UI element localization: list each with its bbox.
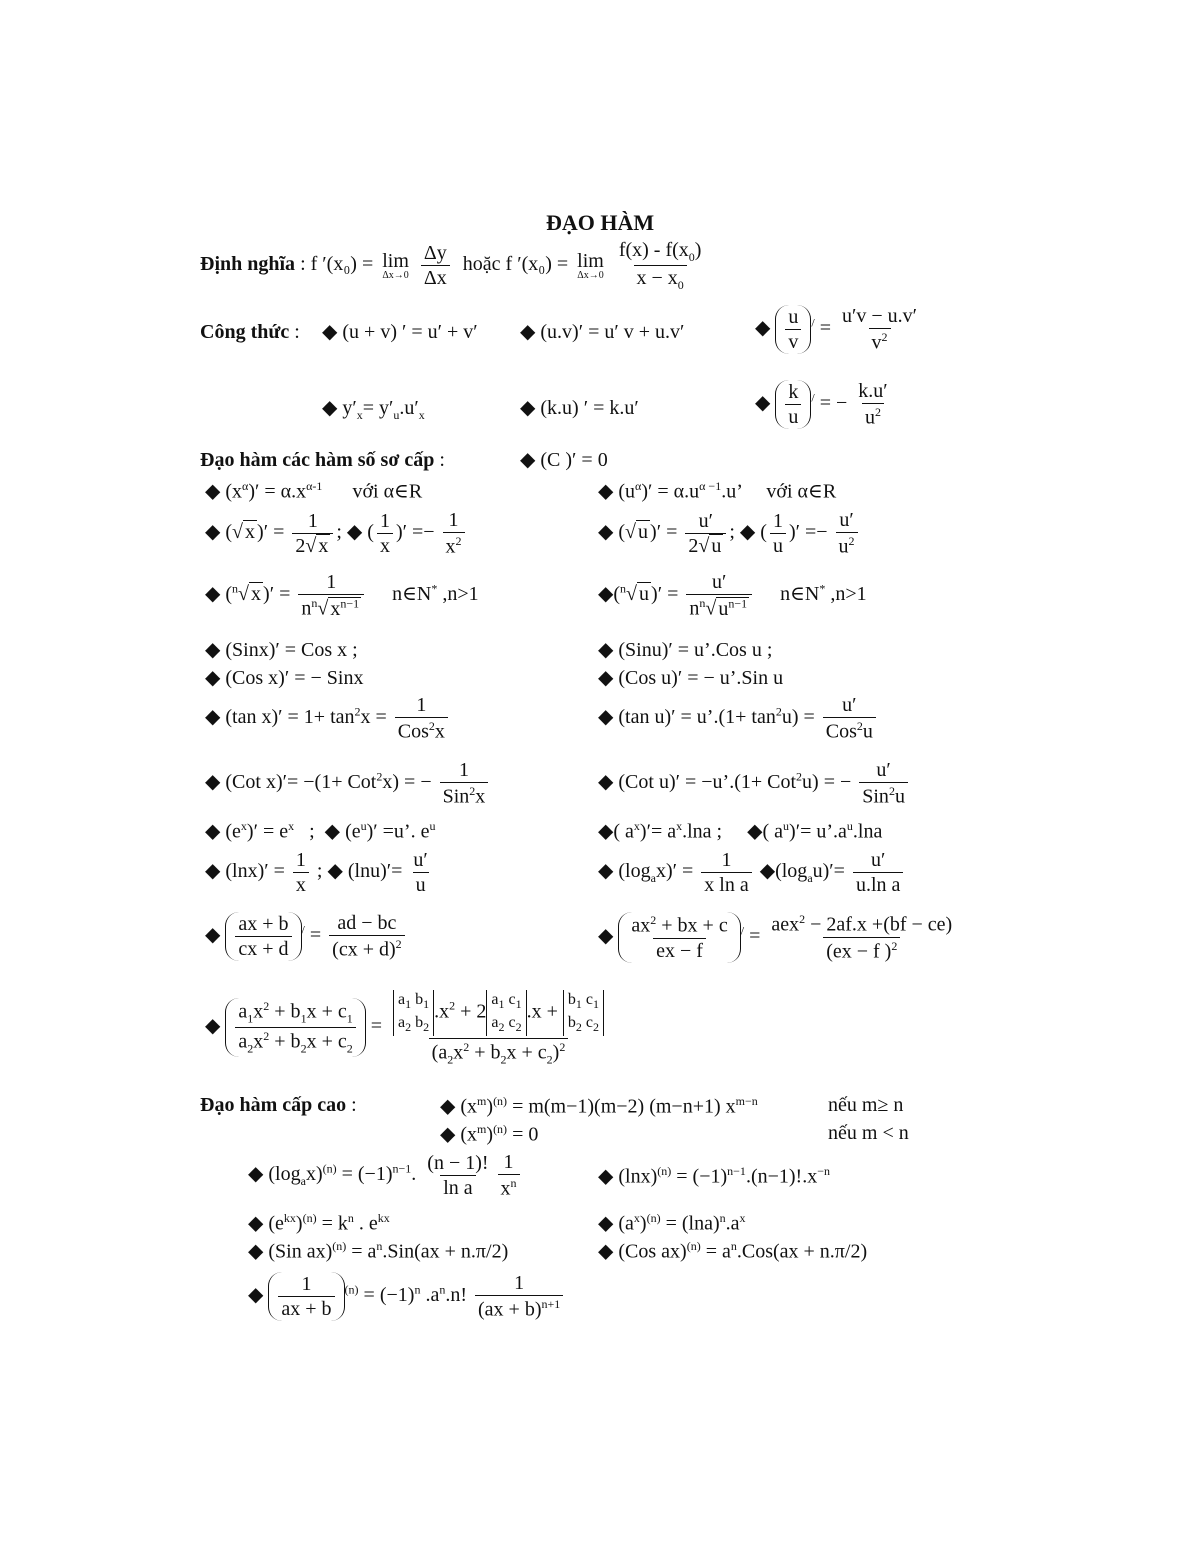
elementary-heading: Đạo hàm các hàm số sơ cấp : xyxy=(200,449,445,471)
definition-heading: Định nghĩa xyxy=(200,253,296,276)
formula-cot-u: ◆ (Cot u)′ = −u’.(1+ Cot$^2$u) = − u′ Sin$^2$u xyxy=(598,760,911,807)
formula-sqrt-u: ◆ (√ u )′ = $\frac{u'}{2√ u}$ ; ◆ ( $\frac{1}{u}$ )′ =− $\frac{u'}{u^2}$ xyxy=(598,510,861,557)
formula-cos: ◆ (Cos x)′ = − Sinx xyxy=(205,667,364,689)
higher-heading: Đạo hàm cấp cao : xyxy=(200,1094,357,1116)
page-title: ĐẠO HÀM xyxy=(546,210,655,235)
formula-ln: ◆ (lnx)′ = $\frac{1}{x}$ ; ◆ (lnu)′= $\frac{u'}{u}$ xyxy=(205,849,428,896)
definition-line: Định nghĩa : f ′(x₀) = lim Δx→0 $\frac{\Delta y}{\Delta x}$ hoặc f ′(x₀) = lim Δx→0 $\frac{f(x) - f(x_0)}{x - x_0}$ xyxy=(200,240,707,291)
formula-higher-power-zero: ◆ $(x^m)^{(n)} = 0$ xyxy=(440,1122,539,1146)
formula-product: ◆ (u.v)′ = u′ v + u.v′ xyxy=(520,321,685,343)
formula-sqrt: ◆ (√ x )′ = $\frac{1}{2√ x}$ ; ◆ ( $\frac{1}{x}$ )′ =− $\frac{1}{x^2}$ xyxy=(205,510,468,557)
formula-cot: ◆ (Cot x)′= −(1+ Cot$^2$x) = − 1 Sin$^2$x xyxy=(205,760,491,807)
formula-log: ◆ $(\log_ax)'$ = $\frac{1}{\text{x ln a}}$ $◆(\log_au)'=$ $\frac{u'}{\text{u.ln a}}$ xyxy=(598,850,906,895)
formula-k-over-u: ◆ $\frac{k}{u}$ / = − $\frac{k.u'}{u^2}$ xyxy=(755,380,888,429)
formula-nth-root-u: ◆($^n$√ u )′ = $\frac{u'}{n^n√ u^{n-1}}$ n∈N* ,n>1 xyxy=(598,571,867,620)
fraction: $\frac{\Delta y}{\Delta x}$ xyxy=(421,243,450,288)
formula-tan: ◆ (tan $x)' = 1+ \tan^2x$ = 1 Cos$^2$x xyxy=(205,695,451,742)
formula-higher-sin: ◆ (Sin $ax)^{(n)} = a^n.Sin(ax + n.\pi/2)$ xyxy=(248,1239,509,1263)
or-word: hoặc xyxy=(462,253,501,276)
formula-higher-cos: ◆ (Cos $ax)^{(n)} = a^n.Cos(ax + n.\pi/2)$ xyxy=(598,1239,868,1263)
fraction: $\frac{f(x) - f(x_0)}{x - x_0}$ xyxy=(618,239,702,292)
formula-higher-power: ◆ $(x^m)^{(n)} = m(m-1)(m-2)$ (m−n+1) $x^{m-n}$ xyxy=(440,1094,758,1118)
formula-cos-u: ◆ (Cos u)′ = − u’.Sin u xyxy=(598,667,784,689)
formula-a-power: ◆( $a^x)'= a^x.\ln a$ ; ◆( $a^u)'=$ $u’.a^u.\ln a$ xyxy=(598,819,883,843)
limit-expr: lim Δx→0 xyxy=(577,249,604,281)
formula-higher-ln: ◆ $(\ln x)^{(n)} = (-1)^{n-1}.(n-1)!.x^{-n}$ xyxy=(598,1164,830,1188)
formula-exp: ◆ $(e^x)' = e^x$ ; ◆ $(e^u)' =u$’. $e^u$ xyxy=(205,819,436,843)
formula-higher-exp: ◆ $(e^{kx})^{(n)} = k^n$ . $e^{kx}$ xyxy=(248,1211,390,1235)
formula-constant-mult: ◆ (k.u) ′ = k.u′ xyxy=(520,397,639,419)
formula-quadratic-over-quadratic: ◆ $\frac{a_1x^2 + b_1x + c_1}{a_2x^2 + b_2x + c_2}$ = $a_1$ $b_1$ $a_2$ $b_2$ $.x^2 + 2$ $a_1$ $c_1$ $a_2$ $c_2$ .x + $b_1$ $c_1$ $b_2$ $c_2$ $(a_2x^2 + b_2x + c_2)^2$ xyxy=(205,990,610,1065)
formula-higher-reciprocal: ◆ $\frac{1}{ax + b}$ $^{(n)} = (-1)^n$ $.a^n.n$! $\frac{1}{(ax + b)^{n+1}}$ xyxy=(248,1272,566,1321)
formula-nth-root: ◆ ($^n$√ x )′ = $\frac{1}{n^n√ x^{n-1}}$ n∈N* ,n>1 xyxy=(205,571,479,620)
formula-higher-a-power: ◆ $(a^x)^{(n)} = (\ln a)^n.a^x$ xyxy=(598,1211,746,1235)
limit-expr: lim Δx→0 xyxy=(382,249,409,281)
condition: nếu m < n xyxy=(828,1122,909,1144)
formula-tan-u: ◆ (tan u)′ = u’.(1+ $\tan^2u$) = u′ Cos$^2$u xyxy=(598,695,879,742)
formula-sum: ◆ (u + v) ′ = u′ + v′ xyxy=(322,321,478,343)
formula-homographic: ◆ $\frac{ax + b}{cx + d}$ / = $\frac{ad - bc}{(cx + d)^2}$ xyxy=(205,912,408,961)
formulas-heading: Công thức : xyxy=(200,321,300,343)
formula-higher-log: ◆ $(\log_ax)^{(n)} = (-1)^{n-1}$. $\frac{(n - 1)!}{\text{ln a}}$ $\frac{1}{x^n}$ xyxy=(248,1152,523,1199)
formula-rational-quadratic: ◆ $\frac{ax^2 + bx + c}{ex - f}$ / = aex$^2$ − 2af.x +(bf − ce) (ex − f )$^2$ xyxy=(598,912,953,963)
formula-const: ◆ (C )′ = 0 xyxy=(520,449,608,471)
condition: nếu m≥ n xyxy=(828,1094,904,1116)
formula-sin-u: ◆ (Sinu)′ = u’.Cos u ; xyxy=(598,639,773,661)
formula-quotient: ◆ $\frac{u}{v}$ / = $\frac{u'v - u.v'}{v^2}$ xyxy=(755,305,918,354)
formula-power: ◆ $(x^\alpha)' = \alpha.x^{\alpha-1}$ với α∈R xyxy=(205,479,423,503)
formula-sin: ◆ (Sinx)′ = Cos x ; xyxy=(205,639,358,661)
formula-chain: ◆ $y'_x= y'_u.u'_x$ xyxy=(322,397,425,422)
formula-power-u: ◆ $(u^\alpha)' = \alpha.u^{\alpha -1}.u$’ với α∈R xyxy=(598,479,837,503)
